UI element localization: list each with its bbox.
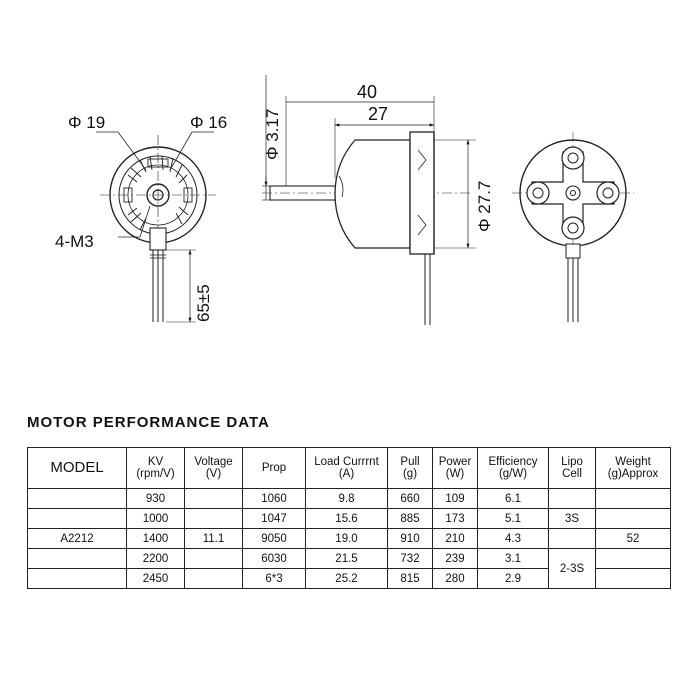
performance-table — [27, 447, 671, 589]
dim-len27-label: 27 — [368, 104, 389, 124]
cell-power: 239 — [433, 549, 478, 569]
dim-cable-label: 65±5 — [194, 284, 213, 322]
cell-lipo-2-3s: 2-3S — [549, 549, 596, 589]
rear-view — [512, 132, 634, 322]
dim-d19-label: Φ 19 — [68, 113, 106, 132]
cell-power: 210 — [433, 529, 478, 549]
table-row — [28, 489, 671, 509]
cell-pull: 815 — [388, 569, 433, 589]
table-row — [28, 549, 671, 569]
cell-current: 21.5 — [306, 549, 388, 569]
cell-current: 9.8 — [306, 489, 388, 509]
dim-m3-label: 4-M3 — [55, 232, 94, 251]
header-pull: Pull (g) — [388, 448, 433, 489]
cell-current: 19.0 — [306, 529, 388, 549]
header-weight: Weight (g)Approx — [596, 448, 671, 489]
cell-kv: 2450 — [127, 569, 185, 589]
cell-model: A2212 — [28, 529, 127, 549]
header-voltage: Voltage (V) — [185, 448, 243, 489]
header-efficiency: Efficiency (g/W) — [478, 448, 549, 489]
cell-efficiency: 6.1 — [478, 489, 549, 509]
cell-efficiency: 3.1 — [478, 549, 549, 569]
dim-d27-label: Φ 27.7 — [475, 180, 494, 232]
cell-efficiency: 2.9 — [478, 569, 549, 589]
cell-prop: 9050 — [243, 529, 306, 549]
header-load-current: Load Currrnt (A) — [306, 448, 388, 489]
header-model: MODEL — [28, 448, 127, 489]
cell-efficiency: 5.1 — [478, 509, 549, 529]
cell-prop: 1047 — [243, 509, 306, 529]
header-prop: Prop — [243, 448, 306, 489]
cell-power: 173 — [433, 509, 478, 529]
header-lipo: Lipo Cell — [549, 448, 596, 489]
motor-bell — [335, 140, 410, 248]
cell-prop: 6*3 — [243, 569, 306, 589]
cell-prop: 6030 — [243, 549, 306, 569]
cell-voltage: 11.1 — [185, 529, 243, 549]
cell-pull: 660 — [388, 489, 433, 509]
dim-shaft-label: Φ 3.17 — [263, 108, 282, 160]
cell-power: 109 — [433, 489, 478, 509]
cell-lipo-3s: 3S — [549, 509, 596, 529]
cell-efficiency: 4.3 — [478, 529, 549, 549]
cell-power: 280 — [433, 569, 478, 589]
header-kv: KV (rpm/V) — [127, 448, 185, 489]
dim-d16-label: Φ 16 — [190, 113, 228, 132]
header-power: Power (W) — [433, 448, 478, 489]
cell-current: 15.6 — [306, 509, 388, 529]
cell-pull: 732 — [388, 549, 433, 569]
table-row — [28, 529, 671, 549]
cell-pull: 885 — [388, 509, 433, 529]
cell-pull: 910 — [388, 529, 433, 549]
table-header-row — [28, 448, 671, 489]
cell-kv: 930 — [127, 489, 185, 509]
cell-kv: 1000 — [127, 509, 185, 529]
cell-kv: 1400 — [127, 529, 185, 549]
cell-weight: 52 — [596, 529, 671, 549]
table-row — [28, 509, 671, 529]
cell-prop: 1060 — [243, 489, 306, 509]
dim-len40-label: 40 — [357, 82, 378, 102]
section-title: MOTOR PERFORMANCE DATA — [27, 414, 270, 431]
cell-kv: 2200 — [127, 549, 185, 569]
cell-current: 25.2 — [306, 569, 388, 589]
motor-mount — [410, 132, 434, 254]
